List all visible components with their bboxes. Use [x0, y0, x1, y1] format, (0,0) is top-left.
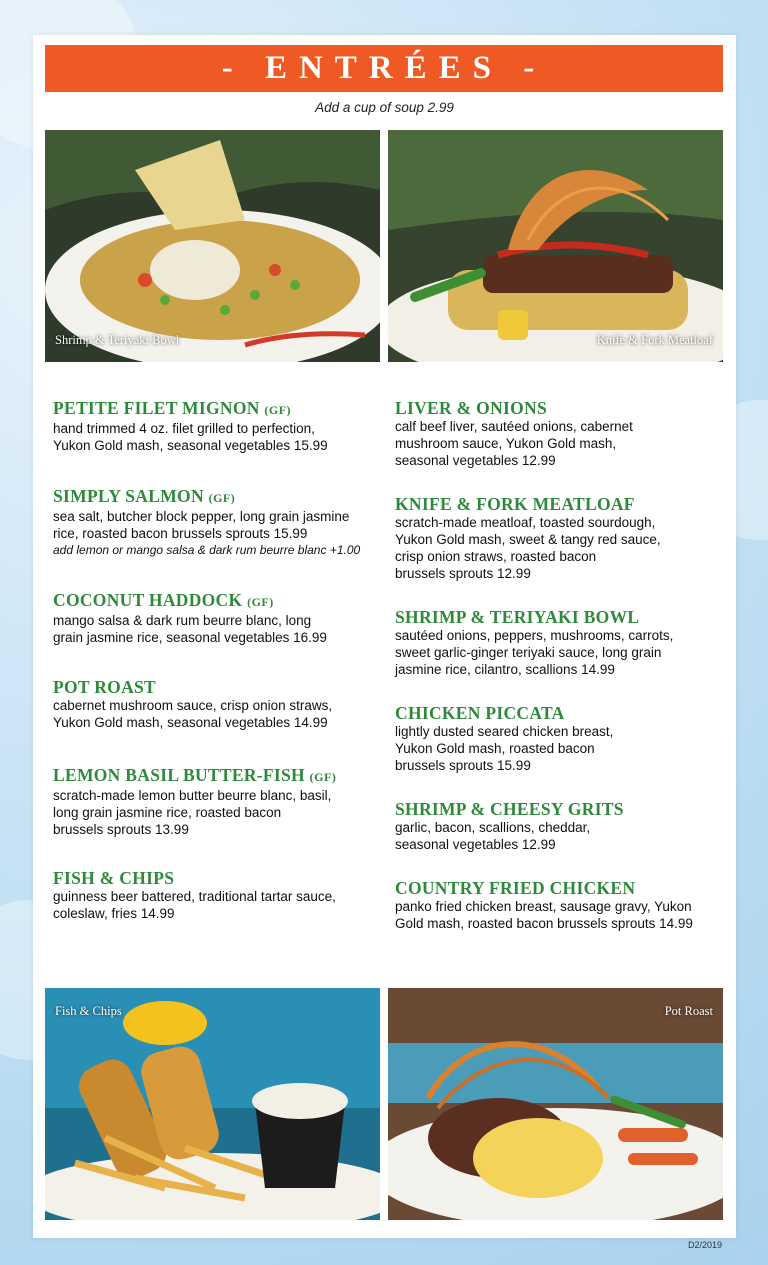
item-description: scratch-made meatloaf, toasted sourdough,	[395, 515, 656, 530]
menu-item-coconut-haddock	[53, 590, 373, 646]
menu-item-pot-roast	[53, 677, 373, 731]
item-name: CHICKEN PICCATA	[395, 703, 565, 723]
item-name: SHRIMP & CHEESY GRITS	[395, 799, 624, 819]
item-description: brussels sprouts 13.99	[53, 822, 189, 837]
item-name: SHRIMP & TERIYAKI BOWL	[395, 607, 640, 627]
item-name: FISH & CHIPS	[53, 868, 175, 888]
item-description: Yukon Gold mash, seasonal vegetables 15.99	[53, 438, 328, 453]
item-name: LIVER & ONIONS	[395, 398, 548, 418]
item-description: crisp onion straws, roasted bacon	[395, 549, 597, 564]
shrimp-teriyaki-bowl-photo	[45, 130, 380, 362]
photo-caption: Fish & Chips	[55, 1004, 122, 1018]
entrees-banner: - ENTRÉES -	[45, 45, 723, 92]
item-description: cabernet mushroom sauce, crisp onion straws,	[53, 698, 333, 713]
menu-item-fish-and-chips	[53, 868, 373, 922]
menu-version-code: D2/2019	[687, 1240, 722, 1250]
item-name: COCONUT HADDOCK (GF)	[53, 590, 274, 610]
photo-caption: Pot Roast	[664, 1004, 713, 1018]
item-description: Gold mash, roasted bacon brussels sprouts 14.99	[395, 916, 693, 931]
item-description: grain jasmine rice, seasonal vegetables 16.99	[53, 630, 327, 645]
menu-item-lemon-basil-butter-fish	[53, 765, 373, 838]
item-description: coleslaw, fries 14.99	[53, 906, 175, 921]
item-description: seasonal vegetables 12.99	[395, 837, 556, 852]
item-name: POT ROAST	[53, 677, 157, 697]
menu-item-shrimp-teriyaki-bowl	[395, 607, 715, 678]
item-description: brussels sprouts 12.99	[395, 566, 531, 581]
item-description: scratch-made lemon butter beurre blanc, basil,	[53, 788, 332, 803]
menu-item-chicken-piccata	[395, 703, 715, 774]
photo-caption: Knife & Fork Meatloaf	[596, 333, 713, 347]
menu-item-liver-and-onions	[395, 398, 715, 469]
menu-item-petite-filet-mignon	[53, 398, 373, 454]
pot-roast-photo	[388, 988, 723, 1220]
item-name: SIMPLY SALMON (GF)	[53, 486, 236, 506]
item-addon-note: add lemon or mango salsa & dark rum beurre blanc +1.00	[53, 543, 361, 557]
item-description: jasmine rice, cilantro, scallions 14.99	[395, 662, 615, 677]
item-description: lightly dusted seared chicken breast,	[395, 724, 614, 739]
item-name: LEMON BASIL BUTTER-FISH (GF)	[53, 765, 337, 785]
item-description: hand trimmed 4 oz. filet grilled to perfection,	[53, 421, 315, 436]
item-description: brussels sprouts 15.99	[395, 758, 531, 773]
photo-caption: Shrimp & Teriyaki Bowl	[55, 333, 180, 347]
item-description: rice, roasted bacon brussels sprouts 15.99	[53, 526, 308, 541]
item-description: mushroom sauce, Yukon Gold mash,	[395, 436, 617, 451]
item-description: panko fried chicken breast, sausage gravy, Yukon	[395, 899, 692, 914]
item-description: long grain jasmine rice, roasted bacon	[53, 805, 282, 820]
menu-item-country-fried-chicken	[395, 878, 725, 932]
item-description: sweet garlic-ginger teriyaki sauce, long grain	[395, 645, 662, 660]
item-description: Yukon Gold mash, sweet & tangy red sauce,	[395, 532, 661, 547]
item-name: COUNTRY FRIED CHICKEN	[395, 878, 636, 898]
item-description: guinness beer battered, traditional tartar sauce,	[53, 889, 336, 904]
item-description: garlic, bacon, scallions, cheddar,	[395, 820, 591, 835]
item-description: calf beef liver, sautéed onions, cabernet	[395, 419, 633, 434]
menu-item-knife-fork-meatloaf	[395, 494, 715, 582]
menu-item-shrimp-cheesy-grits	[395, 799, 715, 853]
item-name: PETITE FILET MIGNON (GF)	[53, 398, 292, 418]
menu-card	[33, 35, 736, 1238]
soup-addon-note: Add a cup of soup 2.99	[315, 100, 454, 115]
item-name: KNIFE & FORK MEATLOAF	[395, 494, 635, 514]
item-description: sea salt, butcher block pepper, long grain jasmine	[53, 509, 350, 524]
item-description: seasonal vegetables 12.99	[395, 453, 556, 468]
menu-item-simply-salmon	[53, 486, 373, 558]
item-description: Yukon Gold mash, roasted bacon	[395, 741, 595, 756]
item-description: Yukon Gold mash, seasonal vegetables 14.99	[53, 715, 328, 730]
knife-fork-meatloaf-photo	[388, 130, 723, 362]
item-description: mango salsa & dark rum beurre blanc, long	[53, 613, 312, 628]
item-description: sautéed onions, peppers, mushrooms, carrots,	[395, 628, 674, 643]
fish-and-chips-photo	[45, 988, 380, 1220]
